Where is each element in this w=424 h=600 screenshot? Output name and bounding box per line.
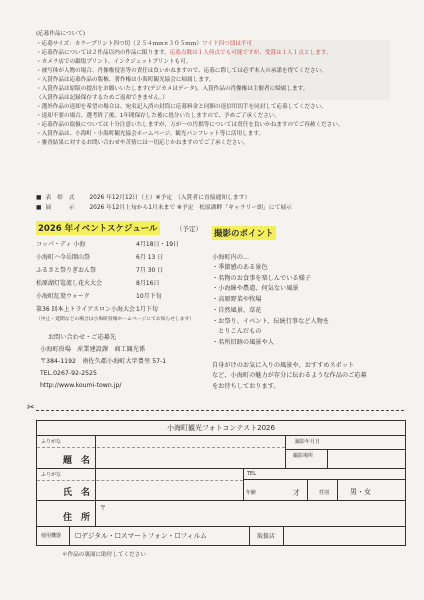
point-item: ・名物のお食事を楽しんでいる様子	[212, 274, 311, 282]
announcement-row	[36, 193, 406, 203]
event-name: ふるさと祭りぎおん祭	[36, 267, 97, 274]
date-label: 撮影年月日	[295, 439, 321, 445]
point-item: ・自然風景、草花	[212, 306, 262, 314]
point-item: ・高原野菜や牧場	[212, 296, 262, 304]
location-label: 撮影場所	[293, 453, 314, 459]
contact-address: 〒384-1192 南佐久郡小海町大字豊里 57-1	[40, 358, 167, 365]
gender-label: 性別	[319, 490, 330, 496]
name-furigana-label: ふりがな	[41, 472, 62, 478]
cut-line	[36, 410, 404, 411]
schedule-note: （予定）	[176, 224, 202, 233]
address-label: 住 所	[63, 513, 91, 523]
schedule-section	[36, 221, 202, 392]
name-label: 氏 名	[63, 488, 91, 498]
guideline-item: ・入賞作品は応募作品の版権、著作権は小海町観光協会に帰属します。	[36, 77, 215, 83]
guideline-item: ・選外作品の返却を希望の場合は、宛名記入済の封筒に応募料金と同額の返信用切手を同封して応募してください。	[36, 104, 327, 110]
guideline-warning: 応募点数は１人何点でも可能ですが、受賞は１人１点とします。	[169, 50, 332, 56]
event-name: 小海町紅葉ウォーク	[36, 293, 90, 300]
guideline-item: ・カメラ店での銀塩プリント、インクジェットプリントも可。	[36, 59, 192, 65]
announcement-label: 展 示	[45, 205, 75, 211]
device-options[interactable]: ☐デジタル・☐スマートフォン・☐フィルム	[75, 532, 207, 540]
guideline-item: ・応募作品の取扱については十分注意いたしますが、万が一の汚損等については責任を負いかねますのでご容赦ください。	[36, 122, 344, 128]
closing-line: 自身がけのお気に入りの風景や、おすすめスポット	[212, 361, 355, 369]
points-list	[212, 263, 402, 349]
event-name: 第36 回本上トライアスロン小海大会	[36, 306, 135, 313]
guideline-warning: ワイド四つ切は不可	[201, 41, 253, 47]
event-row	[36, 277, 202, 290]
point-item: ・名所旧跡の風景や人	[212, 338, 274, 346]
event-row	[36, 238, 202, 251]
guideline-item: ・返却不要の場合、選考終了後、1年間保存した後に処分いたしますので、予めご了承ください。	[36, 113, 280, 119]
event-row	[36, 303, 202, 316]
event-name: 松原湖灯篭流し花火大会	[36, 280, 103, 287]
points-section	[212, 221, 402, 392]
form-note: ＊作品の裏面に貼付してください	[62, 552, 146, 558]
closing-line: をお待ちしております。	[212, 382, 280, 390]
scissors-icon: ✂	[27, 403, 35, 413]
guideline-item: ・入賞作品は原版の提出をお願いいたします(デジカメはデータ)。入賞作品の肖像権は主催者に帰属します。	[36, 86, 309, 92]
point-item: ・小海線や農道、何気ない風景	[212, 285, 299, 293]
guideline-item: （入賞作品は記録保存するためご返却できません。）	[36, 95, 168, 101]
contact-org: 小海町役場 産業建設課 商工観光係	[40, 346, 146, 353]
guideline-item: ・審査結果に対するお問い合わせや苦情には一切応じかねますのでご了承ください。	[36, 140, 249, 146]
form-title: 小海町観光フォトコンテスト2026	[167, 424, 275, 432]
announcement-label: 表 彰 式	[45, 195, 75, 201]
points-intro: 小海町内の…	[212, 254, 250, 261]
announcement-text: 2026 年12月12日（土）※予定 （入賞者に直接通知します）	[89, 195, 251, 201]
event-row	[36, 290, 202, 303]
event-date: 8月16日	[136, 280, 160, 287]
event-date: 10月下旬	[136, 293, 162, 300]
announcement-row	[36, 203, 406, 213]
bullet-icon: ■	[36, 205, 42, 211]
guidelines-list	[36, 40, 406, 148]
point-item: ・お祭り、イベント、伝統行事など人物を	[212, 317, 330, 325]
guideline-item: ・被写体が人物の場合、肖像権侵害等の責任は負いかねますので、応募に際しては必ず本人の承諾を得てください。	[36, 68, 327, 74]
points-closing	[212, 361, 402, 393]
store-label: 取扱店	[257, 533, 276, 540]
closing-line: など、小海町の魅力が存分に伝わるような作品のご応募	[212, 372, 367, 380]
points-title: 撮影のポイント	[212, 226, 276, 240]
entry-form	[36, 420, 406, 546]
contact-url[interactable]: http://www.koumi-town.jp/	[40, 382, 122, 389]
event-date: 4月18日・19日	[136, 241, 180, 248]
title-furigana-label: ふりがな	[41, 439, 62, 445]
event-name: 小海町ハ今岳開山祭	[36, 254, 91, 261]
event-date: 7月 30 日	[136, 267, 164, 274]
age-unit: 才	[293, 489, 300, 497]
gender-value[interactable]: 男・女	[350, 488, 371, 496]
contact-heading: お問い合わせ・ご応募先	[48, 334, 117, 341]
guideline-item: ・応募作品については２作品以内の作品に限ります。応募点数は１人何点でも可能ですが、受賞は１人１点とします。	[36, 50, 332, 56]
schedule-title: 2026 年イベントスケジュール	[36, 221, 160, 235]
postal-mark: 〒	[100, 505, 107, 512]
event-row	[36, 251, 202, 264]
event-date: 1月下旬	[136, 306, 158, 313]
guidelines-heading: (応募作品について)	[36, 31, 86, 37]
title-label: 題 名	[63, 456, 91, 466]
announcements	[36, 193, 406, 213]
age-label: 年齢	[246, 490, 257, 496]
guideline-item: ・入賞作品は、小海町・小海町観光協会ホームページ、観光パンフレット等に活用します。	[36, 131, 265, 137]
bullet-icon: ■	[36, 195, 42, 201]
event-row	[36, 264, 202, 277]
device-label: 使用機器	[41, 533, 62, 539]
guideline-item: ・応募サイズ：カラープリント四つ切（２５４ｍｍ×３０５ｍｍ）ワイド四つ切は不可	[36, 41, 253, 47]
point-item: ・季節感のある景色	[212, 264, 268, 271]
event-date: 6月 13 日	[136, 254, 164, 261]
contact-tel: TEL.0267-92-2525	[40, 370, 97, 377]
event-list	[36, 238, 202, 316]
tel-label: TEL	[247, 471, 256, 477]
schedule-footnote: （中止・延期などの場合は小海町役場ホームページにてお知らせします）	[36, 317, 195, 322]
event-name: コッパ・ディ 小海	[36, 241, 86, 248]
point-item: とりこんだもの	[212, 328, 262, 336]
announcement-text: 2026 年12月上旬から1月末まで ※予定 松原湖畔「ギャラリー朗」にて展示	[89, 205, 292, 211]
